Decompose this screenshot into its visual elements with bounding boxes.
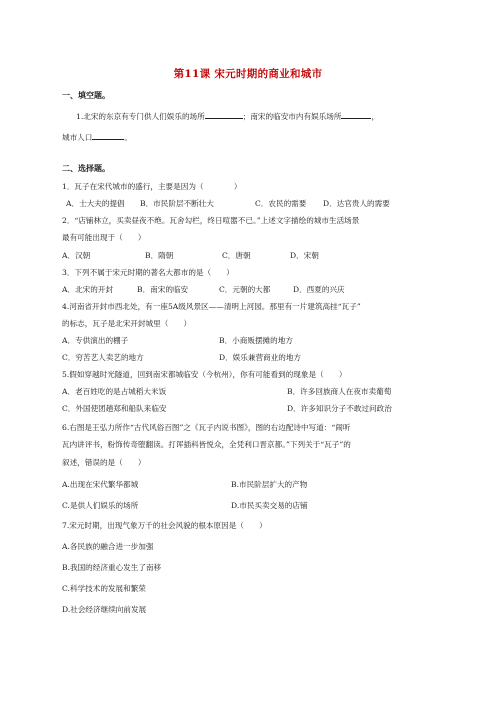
option-d[interactable]: D.市民买卖交易的店铺 — [231, 501, 308, 510]
question-text: ， — [371, 112, 380, 121]
option-a[interactable]: A．士大夫的提倡 — [66, 199, 125, 208]
page-title: 第11课 宋元时期的商业和城市 — [173, 68, 323, 80]
option-c[interactable]: C.是供人们娱乐的场所 — [62, 501, 139, 510]
question-stem: 2．“店铺林立，买卖昼夜不绝。瓦舍勾栏，终日喧嚣不已。”上述文字描绘的城市生活场景 — [62, 216, 360, 225]
answer-blank[interactable] — [205, 110, 243, 119]
question-stem: 6.右图是王弘力所作“古代风俗百图”之《瓦子内说书图》，图的右边配诗中写道：“闹听 — [62, 423, 351, 432]
question-stem: 的标志，瓦子是北宋开封城里（ ） — [62, 319, 192, 328]
answer-blank[interactable] — [341, 110, 371, 119]
answer-blank[interactable] — [92, 131, 124, 140]
option-c[interactable]: C．唐朝 — [222, 251, 251, 260]
question-stem: 4.河南省开封市西北处，有一座5A级风景区——清明上河园。那里有一片建筑高挂“瓦子” — [62, 302, 361, 311]
option-d[interactable]: D.社会经济继续向前发展 — [62, 605, 147, 614]
option-b[interactable]: B．小商贩摆摊的地方 — [219, 336, 293, 345]
option-a[interactable]: A．汉朝 — [62, 251, 91, 260]
option-b[interactable]: B.我国的经济重心发生了南移 — [62, 563, 162, 572]
option-c[interactable]: C．元朝的大都 — [219, 285, 271, 294]
option-a[interactable]: A．老百姓吃的是占城稻大米饭 — [62, 387, 167, 396]
option-d[interactable]: D．娱乐兼营商业的地方 — [219, 353, 302, 362]
question-stem: 叙述，错误的是（ ） — [62, 458, 146, 467]
option-d[interactable]: D．达官贵人的需要 — [323, 199, 390, 208]
question-text: 。 — [124, 133, 132, 142]
question-stem: 3．下列不属于宋元时期的著名大都市的是（ ） — [62, 268, 234, 277]
option-a[interactable]: A．专供演出的棚子 — [62, 336, 129, 345]
question-text: ；南宋的临安市内有娱乐场所 — [242, 112, 342, 121]
question-1-line-2 — [62, 131, 132, 143]
question-stem: 瓦内讲评书，粉饰传奇堕翻读。打诨插科皆悦众，全凭利口晋京都。”下列关于“瓦子”的 — [62, 440, 351, 449]
section-heading-fill-blank: 一、填空题。 — [62, 90, 110, 100]
question-stem: 最有可能出现于（ ） — [62, 233, 146, 242]
option-b[interactable]: B．市民阶层不断壮大 — [140, 199, 214, 208]
option-d[interactable]: D．宋朝 — [290, 251, 319, 260]
question-text: 1.北宋的东京有专门供人们娱乐的场所 — [76, 112, 205, 121]
option-c[interactable]: C.科学技术的发展和繁荣 — [62, 584, 146, 593]
option-b[interactable]: B．隋朝 — [145, 251, 174, 260]
option-c[interactable]: C．穷苦艺人卖艺的地方 — [62, 353, 144, 362]
option-a[interactable]: A.出现在宋代繁华都城 — [62, 480, 139, 489]
option-d[interactable]: D．许多知识分子不敢过问政治 — [287, 404, 392, 413]
option-d[interactable]: D．西夏的兴庆 — [293, 285, 345, 294]
option-c[interactable]: C．农民的需要 — [255, 199, 307, 208]
option-b[interactable]: B．南宋的临安 — [137, 285, 189, 294]
question-stem: 7.宋元时期，出现气象万千的社会风貌的根本原因是（ ） — [62, 521, 267, 530]
option-b[interactable]: B．许多回族商人在夜市卖葡萄 — [287, 387, 392, 396]
option-c[interactable]: C．外国使团趟郑和船队来临安 — [62, 404, 167, 413]
question-stem: 5.假如穿越时光隧道，回到南宋都城临安（今杭州），你有可能看到的现象是（ ） — [62, 370, 347, 379]
section-heading-multiple-choice: 二、选择题。 — [62, 163, 110, 173]
option-a[interactable]: A.各民族的融合进一步加强 — [62, 542, 154, 551]
question-stem: 1．瓦子在宋代城市的盛行，主要是因为（ ） — [62, 182, 242, 191]
question-text: 城市人口 — [62, 133, 93, 142]
question-1-line-1 — [76, 110, 379, 122]
option-a[interactable]: A．北宋的开封 — [62, 285, 114, 294]
option-b[interactable]: B.市民阶层扩大的产物 — [231, 480, 308, 489]
